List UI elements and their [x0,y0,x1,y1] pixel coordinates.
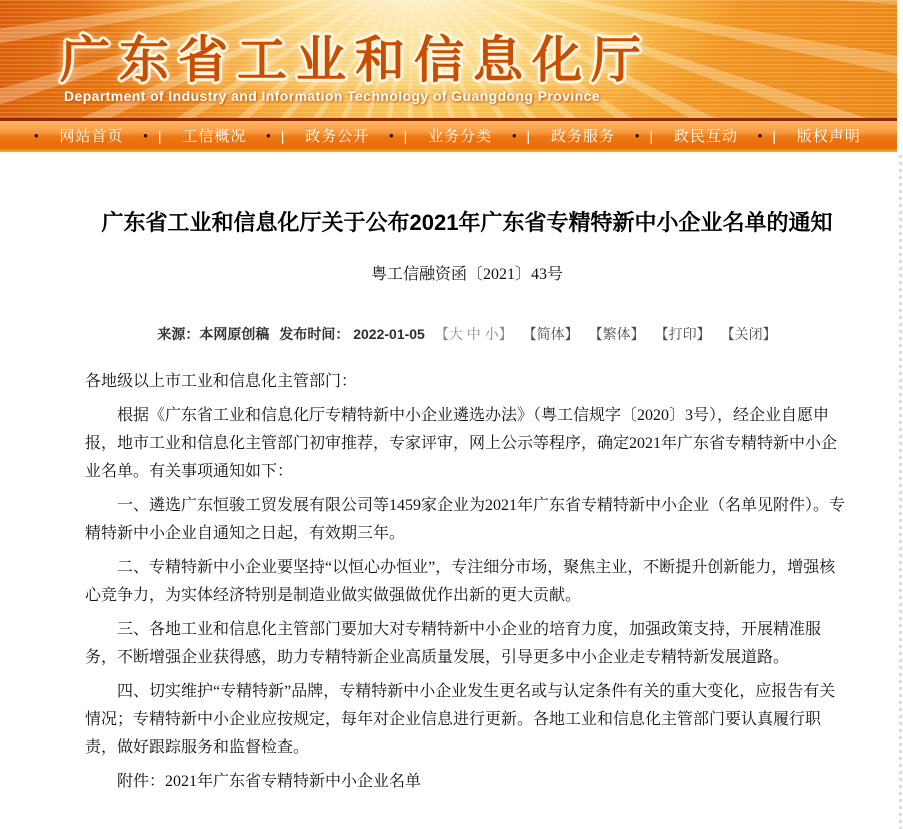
nav-item-public-interaction[interactable]: 政民互动 [673,128,738,145]
nav-bullet-icon: • [634,128,641,143]
attachment-line: 附件：2021年广东省专精特新中小企业名单 [117,772,422,790]
nav-separator [512,128,531,144]
page-edge-dashed-texture [899,155,902,829]
site-title: 广东省工业和信息化厅 [60,32,650,88]
doc-number: 粤工信融资函〔2021〕43号 [370,265,563,283]
nav-bullet-icon: • [143,128,149,143]
nav-separator [143,128,162,144]
nav-bullet-icon: • [266,128,272,143]
paragraph-salutation: 各地级以上市工业和信息化主管部门： [85,372,358,390]
nav-item-copyright[interactable]: 版权声明 [796,128,861,145]
nav-pipe-icon: | [157,127,163,144]
article-meta-bar [85,324,849,344]
nav-separator [266,128,285,144]
simplified-chinese-button[interactable]: 【简体】 [522,325,579,342]
nav-pipe-icon: | [280,127,286,144]
paragraph-item-3: 三、各地工业和信息化主管部门要加大对专精特新中小企业的培育力度，加强政策支持，开展精准服务，不断增强企业获得感，助力专精特新企业高质量发展，引导更多中小企业走专精特新发展道路。 [85,620,822,666]
site-banner [0,0,897,118]
nav-bullet-icon: • [757,128,764,143]
nav-item-business-categories[interactable]: 业务分类 [428,128,493,145]
meta-publish-time: 发布时间： 2022-01-05 [279,325,425,342]
font-size-switcher[interactable]: 【大 中 小】 [434,325,513,342]
nav-pipe-icon: | [526,127,532,144]
nav-pipe-icon: | [403,127,409,144]
article [0,152,903,829]
paragraph-item-1: 一、遴选广东恒骏工贸发展有限公司等1459家企业为2021年广东省专精特新中小企业（名单见附件）。专精特新中小企业自通知之日起，有效期三年。 [85,496,846,542]
article-body [85,368,849,796]
nav-pipe-icon: | [649,127,655,144]
nav-item-home[interactable]: 网站首页 [59,128,124,145]
close-button[interactable]: 【关闭】 [720,325,777,342]
paragraph-item-4: 四、切实维护“专精特新”品牌，专精特新中小企业发生更名或与认定条件有关的重大变化，应报告有关情况；专精特新中小企业应按规定，每年对企业信息进行更新。各地工业和信息化主管部门要认真履行职责，做好跟踪服务和监督检查。 [85,682,836,756]
nav-item-gov-disclosure[interactable]: 政务公开 [305,128,370,145]
paragraph-basis: 根据《广东省工业和信息化厅专精特新中小企业遴选办法》（粤工信规字〔2020〕3号），经企业自愿申报，地市工业和信息化主管部门初审推荐，专家评审，网上公示等程序，确定2021年广东省专精特新中小企业名单。有关事项通知如下： [85,406,838,480]
site-subtitle-en: Department of Industry and Information Technology of Guangdong Province [64,88,601,104]
article-title: 广东省工业和信息化厅关于公布2021年广东省专精特新中小企业名单的通知 [101,210,833,235]
nav-bullet-icon: • [389,128,395,143]
nav-bullet-icon: • [511,128,518,143]
traditional-chinese-button[interactable]: 【繁体】 [588,325,645,342]
meta-source: 来源：本网原创稿 [157,325,270,342]
nav-item-overview[interactable]: 工信概况 [182,128,247,145]
nav-separator [758,128,777,144]
nav-item-gov-services[interactable]: 政务服务 [551,128,616,145]
paragraph-item-2: 二、专精特新中小企业要坚持“以恒心办恒业”，专注细分市场，聚焦主业，不断提升创新能力，增强核心竞争力，为实体经济特别是制造业做实做强做优作出新的更大贡献。 [85,558,836,604]
nav-pipe-icon: | [772,127,777,144]
nav-bullet-icon: • [34,128,40,143]
nav-separator [389,128,408,144]
main-nav [0,118,897,152]
print-button[interactable]: 【打印】 [654,325,711,342]
nav-separator [635,128,654,144]
